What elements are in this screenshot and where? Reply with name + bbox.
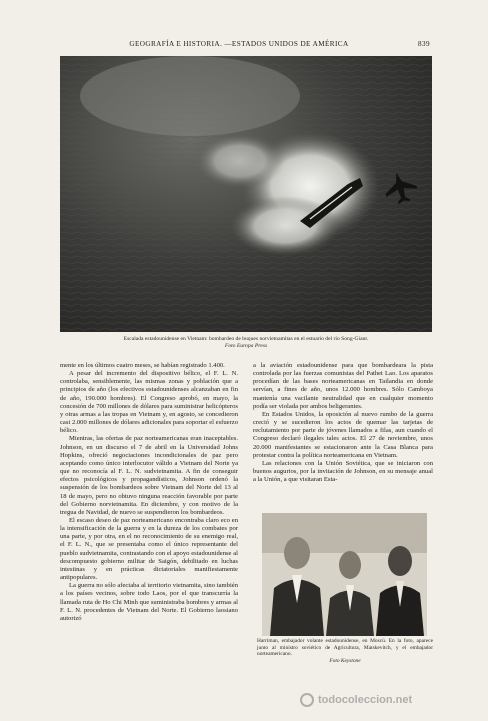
paragraph: Mientras, las ofertas de paz norteamericanas eran inaceptables. Johnson, en un discurso el 7 de abril en la Universidad Johns Hopkins, ofreció negociaciones incondicionales de paz pero aceptando como único interlocutor válido a Vietnam del Norte ya que no reconocía al F. L. N. sudvietnamita. A fin de conseguir efectos psicológicos y propagandísticos, Johnson ordenó la suspensión de los bombardeos sobre Vietnam del Norte del 13 al 18 de mayo, pero no obtuvo ninguna reacción favorable por parte del Gobierno norvietnamita. En diciembre, y con motivo de la tregua de Navidad, de nuevo se suspendieron los bombardeos.: [60, 435, 238, 516]
naval-bombing-photo: [60, 56, 432, 332]
photo-caption-small: [257, 638, 433, 664]
paragraph: El escaso deseo de paz norteamericano encontraba claro eco en la intensificación de la guerra y en la dureza de los combates por una parte, y por otra, en el no reconocimiento de su enemigo real, el F. L. N., que se presentaba como el único representante del pueblo sudvietnamita, contrastando con el apoyo estadounidense al descompuesto gobierno militar de Saigón, debilitado en luchas intestinas y en prácticas dictatoriales manifiestamente antipopulares.: [60, 516, 238, 582]
photo-caption-top: [60, 336, 432, 350]
naval-bombing-photo-graphic: [60, 56, 432, 332]
photo-credit: Foto Keystone: [329, 657, 361, 664]
paragraph: La guerra no sólo afectaba al territorio vietnamita, sino también a los países vecinos, sobre todo Laos, por el que transcurría la llamada ruta de Ho Chi Minh que suministraba hombres y armas al F. L. N. procedentes de Vietnam del Norte. El Gobierno laosiano autorizó: [60, 582, 238, 622]
right-text-column: [253, 362, 433, 484]
page-number: 839: [418, 40, 430, 48]
photo-credit: Foto Europa Press: [224, 343, 268, 349]
watermark: [300, 690, 480, 710]
watermark-text: todocoleccion.net: [318, 694, 413, 706]
harriman-moscow-photo: [262, 513, 427, 636]
page-header: [60, 40, 430, 48]
paragraph: mente en los últimos cuatro meses, se habían registrado 1.400.: [60, 362, 225, 369]
paragraph: En Estados Unidos, la oposición al nuevo rumbo de la guerra creció y se sucedieron los actos de quemar las tarjetas de reclutamiento por parte de jóvenes llamados a filas, aun cuando el Congreso declaró ilegales tales actos. El 27 de noviembre, unos 20.000 manifestantes se estacionaron ante la Casa Blanca para protestar contra la política norteamericana en Vietnam.: [253, 410, 433, 459]
paragraph: Las relaciones con la Unión Soviética, que se iniciaron con buenos augurios, por la invitación de Johnson, en su mensaje anual a la Unión, a que visitaran Esta-: [253, 459, 433, 484]
paragraph: a la aviación estadounidense para que bombardeara la pista controlada por las fuerzas comunistas del Pathet Lao. Los aparatos procedían de las bases norteamericanas en Tailandia en donde servían, a fines de año, unos 12.000 hombres. Sólo Camboya mantenía una vacilante neutralidad que en cualquier momento podía ser violada por ambos beligerantes.: [253, 362, 433, 410]
paragraph: A pesar del incremento del dispositivo bélico, el F. L. N. controlaba, sensiblemente, las mismas zonas y población que a principios de año (los efectivos estadounidenses alcanzaban en fin de año, 190.000 hombres). El Congreso aprobó, en mayo, la concesión de 700 millones de dólares para suministrar helicópteros y otras armas a las tropas en Vietnam y, en agosto, se concedieron casi 2.000 millones de dólares adicionales para soportar el esfuerzo bélico.: [60, 370, 238, 435]
photo-caption-text: Harriman, embajador volante estadounidense, en Moscú. En la foto, aparece junto al ministro soviético de Agricultura, Matskevitch, y el embajador norteamericano.: [257, 638, 433, 658]
left-text-column: [60, 362, 238, 623]
photo-caption-text: Escalada estadounidense en Vietnam: bombardeo de buques norvietnamitas en el estuario del río Song-Giant.: [123, 336, 369, 342]
page-header-title: GEOGRAFÍA E HISTORIA. —ESTADOS UNIDOS DE AMÉRICA: [129, 40, 349, 48]
watermark-logo-icon: [300, 693, 314, 707]
harriman-moscow-photo-graphic: [262, 513, 427, 636]
